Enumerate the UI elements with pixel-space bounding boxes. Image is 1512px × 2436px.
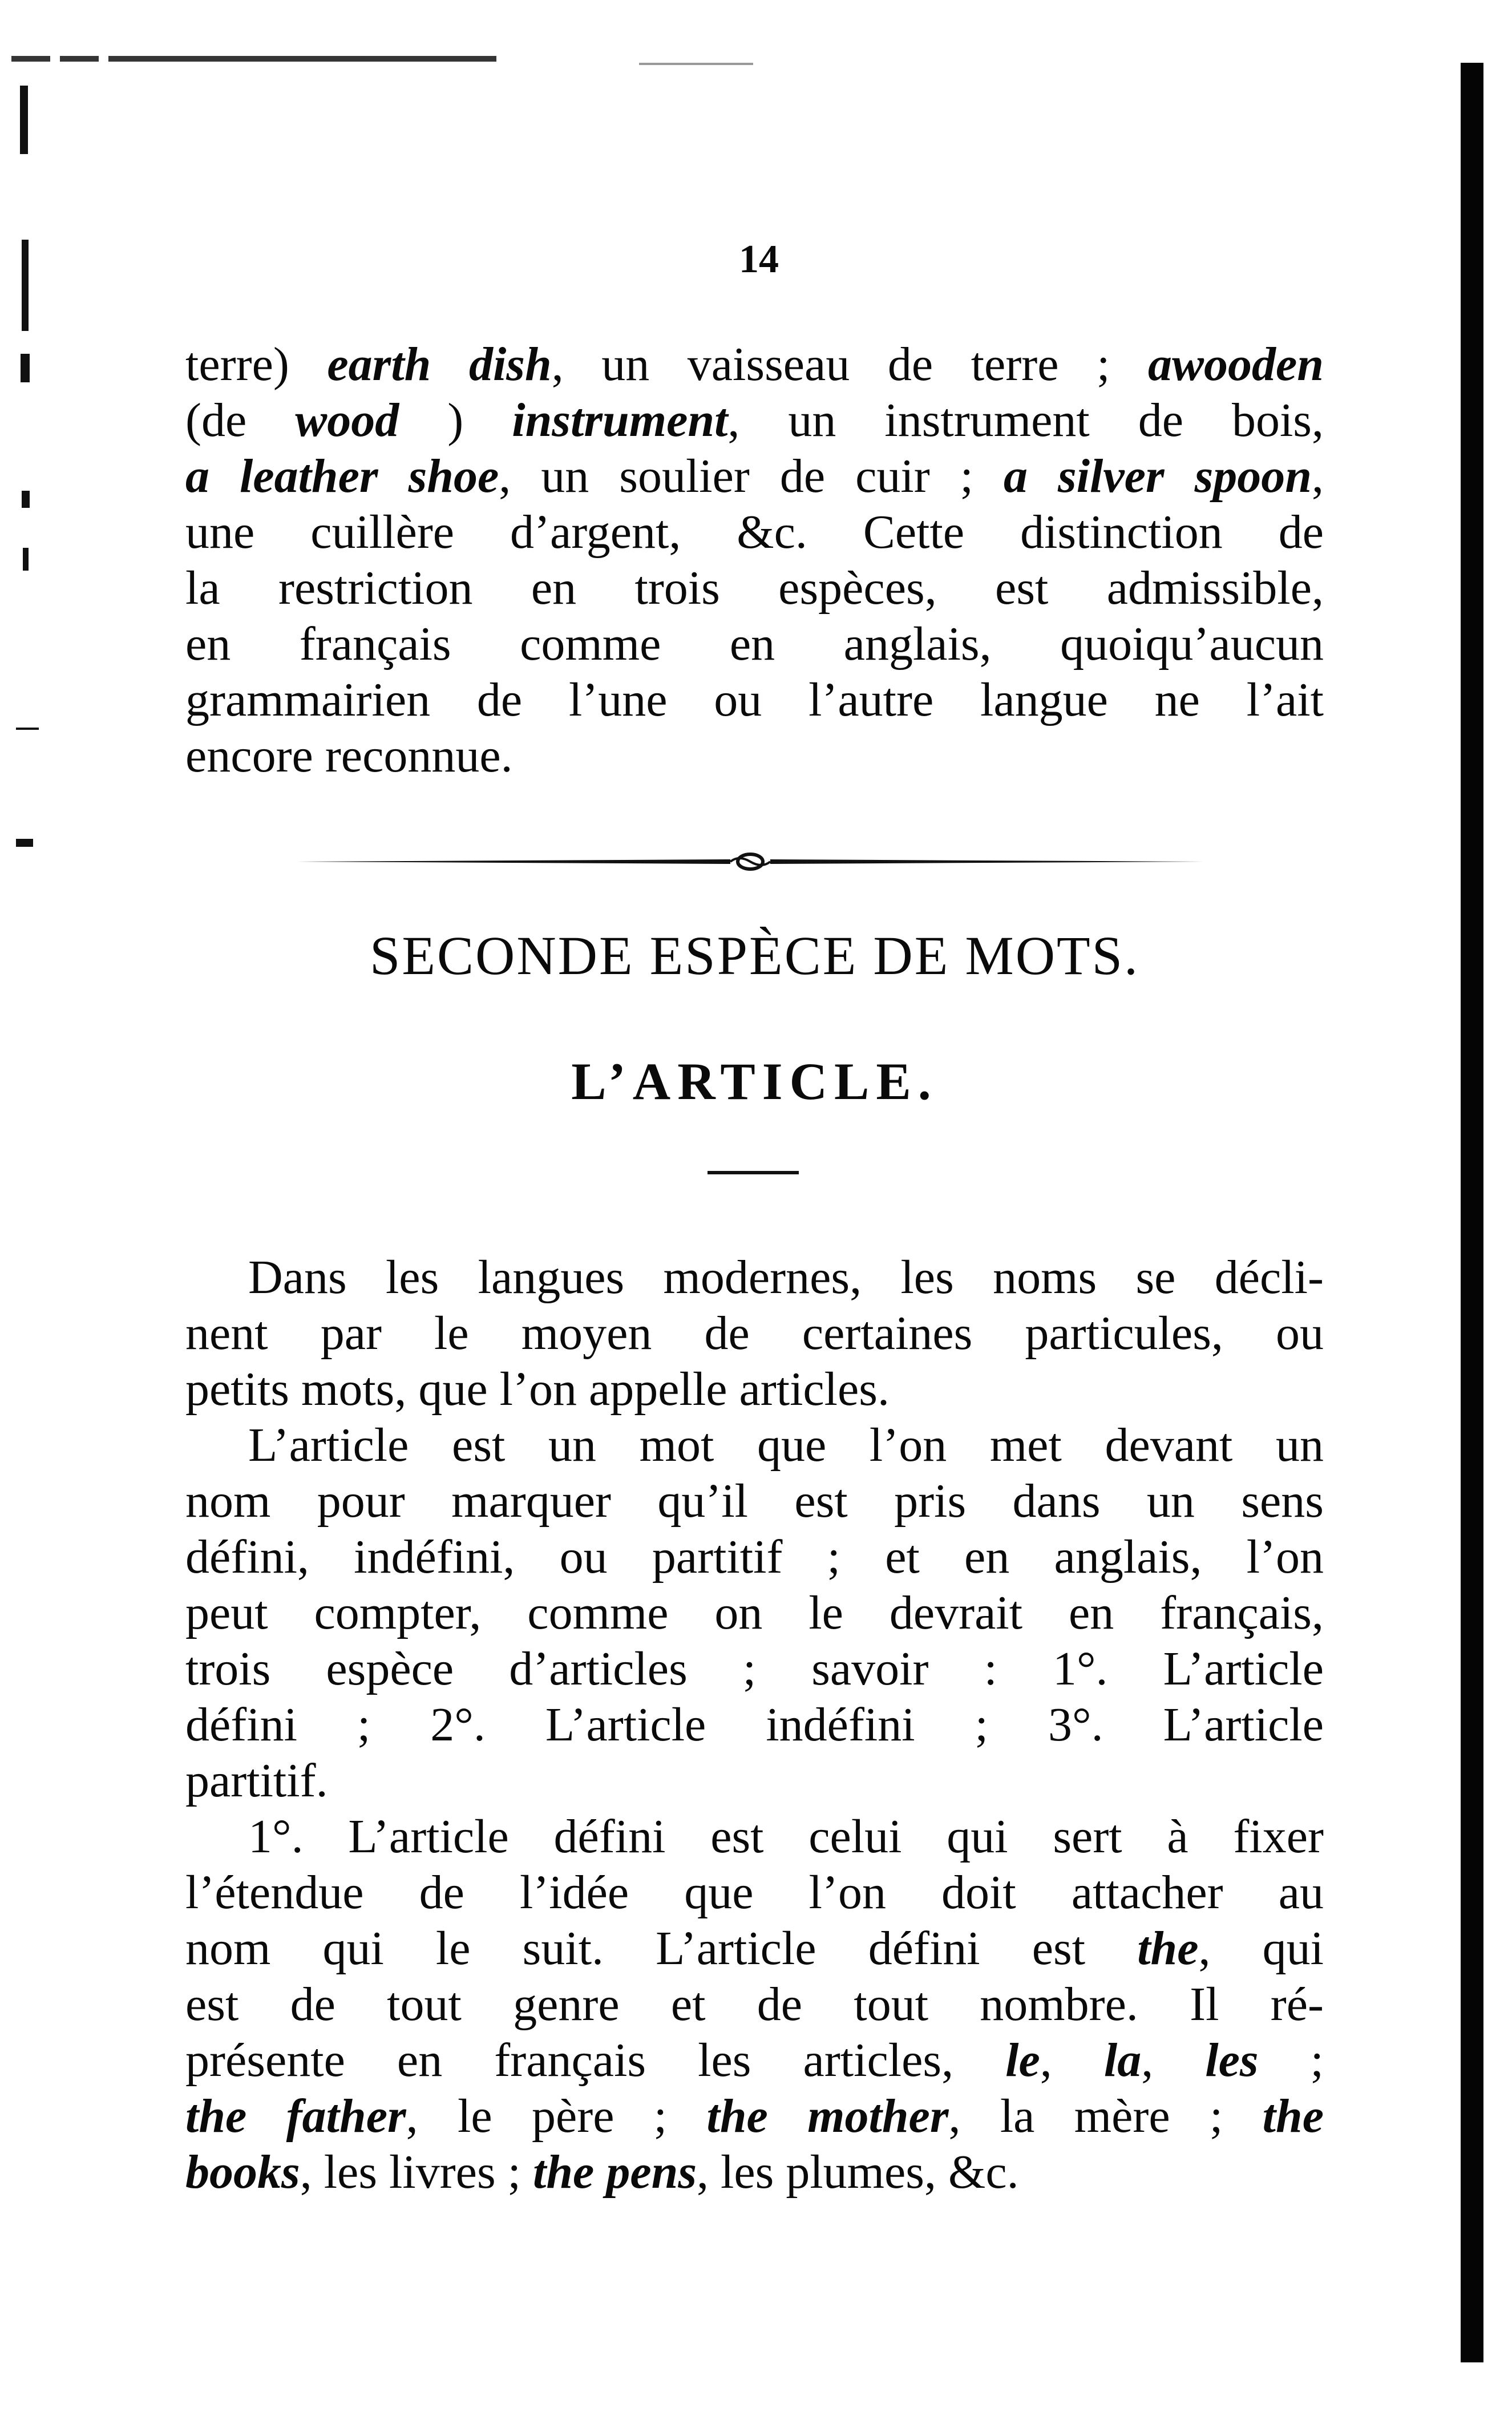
text-run: (de (185, 394, 296, 447)
scan-mark-left (21, 354, 30, 382)
text-run: en français comme en anglais, quoiqu’aucun (185, 617, 1324, 670)
text-run: trois espèce d’articles ; savoir : 1°. L’article (185, 1642, 1324, 1695)
text-run: Dans les langues modernes, les noms se décli- (248, 1251, 1324, 1304)
text-run: nent par le moyen de certaines particules, ou (185, 1307, 1324, 1360)
text-line (185, 504, 1324, 560)
text-run: nom qui le suit. L’article défini est (185, 1922, 1138, 1975)
italic-text: la (1103, 2034, 1142, 2087)
page-number: 14 (739, 237, 779, 281)
text-run: petits mots, que l’on appelle articles. (185, 1363, 890, 1416)
scan-mark-left (22, 491, 30, 508)
text-run: est de tout genre et de tout nombre. Il ré- (185, 1978, 1324, 2031)
text-line (185, 393, 1324, 449)
text-line (185, 1362, 1324, 1417)
ornamental-divider (297, 850, 1204, 873)
text-run: présente en français les articles, (185, 2034, 1006, 2087)
italic-text: les (1205, 2034, 1259, 2087)
paragraph-4 (185, 1809, 1324, 2200)
text-run: terre) (185, 338, 328, 391)
text-line (185, 1977, 1324, 2033)
italic-text: wood (295, 394, 399, 447)
text-line (185, 1921, 1324, 1977)
text-line (185, 1865, 1324, 1921)
text-run: ) (399, 394, 512, 447)
text-run: , un soulier de cuir ; (499, 450, 1004, 503)
text-line (185, 337, 1324, 393)
text-line (185, 1473, 1324, 1529)
text-run: une cuillère d’argent, &c. Cette distinction de (185, 506, 1324, 559)
scan-mark-left (20, 86, 28, 154)
text-run: L’article est un mot que l’on met devant un (248, 1419, 1324, 1472)
text-line (185, 1697, 1324, 1753)
text-run: défini, indéfini, ou partitif ; et en anglais, l’on (185, 1530, 1324, 1583)
short-divider (708, 1171, 799, 1174)
text-line (185, 1529, 1324, 1585)
text-run: , la mère ; (948, 2090, 1263, 2143)
section-subtitle: L’ARTICLE. (571, 1052, 938, 1110)
scan-edge-top-fragment (639, 63, 753, 65)
italic-text: books (185, 2146, 300, 2199)
text-line (185, 2144, 1324, 2200)
text-line (185, 2088, 1324, 2144)
text-line (185, 1809, 1324, 1865)
text-run: la restriction en trois espèces, est admissible, (185, 561, 1324, 615)
italic-text: the pens (532, 2146, 697, 2199)
text-line (185, 560, 1324, 616)
italic-text: a leather shoe (185, 450, 499, 503)
text-run: encore reconnue. (185, 729, 513, 782)
text-line (185, 616, 1324, 672)
text-run: , (1312, 450, 1324, 503)
text-run: , les plumes, &c. (697, 2146, 1019, 2199)
section-title: SECONDE ESPÈCE DE MOTS. (369, 925, 1140, 986)
text-run: , un vaisseau de terre ; (551, 338, 1148, 391)
text-run: peut compter, comme on le devrait en français, (185, 1586, 1324, 1639)
text-run: , un instrument de bois, (727, 394, 1324, 447)
italic-text: awooden (1147, 338, 1324, 391)
paragraph-3 (185, 1417, 1324, 1809)
text-line (185, 728, 1324, 784)
scan-mark-left (16, 839, 33, 847)
text-run: l’étendue de l’idée que l’on doit attacher au (185, 1866, 1324, 1919)
scan-mark-left (16, 728, 39, 730)
text-line (185, 1417, 1324, 1473)
text-run: , les livres ; (300, 2146, 533, 2199)
text-run: ; (1258, 2034, 1324, 2087)
text-run: nom pour marquer qu’il est pris dans un sens (185, 1474, 1324, 1528)
text-line (185, 1250, 1324, 1306)
italic-text: instrument (512, 394, 728, 447)
italic-text: the father (185, 2090, 406, 2143)
paragraph-1 (185, 337, 1324, 784)
text-run: , qui (1198, 1922, 1324, 1975)
scan-mark-left (23, 548, 29, 571)
text-run: grammairien de l’une ou l’autre langue ne l’ait (185, 673, 1324, 726)
italic-text: the (1137, 1922, 1199, 1975)
paragraph-2 (185, 1250, 1324, 1417)
italic-text: the mother (706, 2090, 949, 2143)
scan-edge-right (1461, 63, 1483, 2362)
text-run: , (1141, 2034, 1206, 2087)
text-line (185, 1753, 1324, 1809)
italic-text: earth dish (327, 338, 552, 391)
italic-text: a silver spoon (1004, 450, 1312, 503)
scan-mark-left (22, 240, 29, 331)
text-run: partitif. (185, 1754, 328, 1807)
text-line (185, 2033, 1324, 2088)
scan-edge-top (11, 56, 496, 62)
text-line (185, 1306, 1324, 1362)
text-line (185, 672, 1324, 728)
italic-text: the (1262, 2090, 1324, 2143)
text-line (185, 1585, 1324, 1641)
text-run: , le père ; (406, 2090, 707, 2143)
italic-text: le (1005, 2034, 1040, 2087)
text-run: 1°. L’article défini est celui qui sert à fixer (248, 1810, 1324, 1863)
text-run: , (1040, 2034, 1104, 2087)
text-run: défini ; 2°. L’article indéfini ; 3°. L’article (185, 1698, 1324, 1751)
text-line (185, 449, 1324, 504)
text-line (185, 1641, 1324, 1697)
